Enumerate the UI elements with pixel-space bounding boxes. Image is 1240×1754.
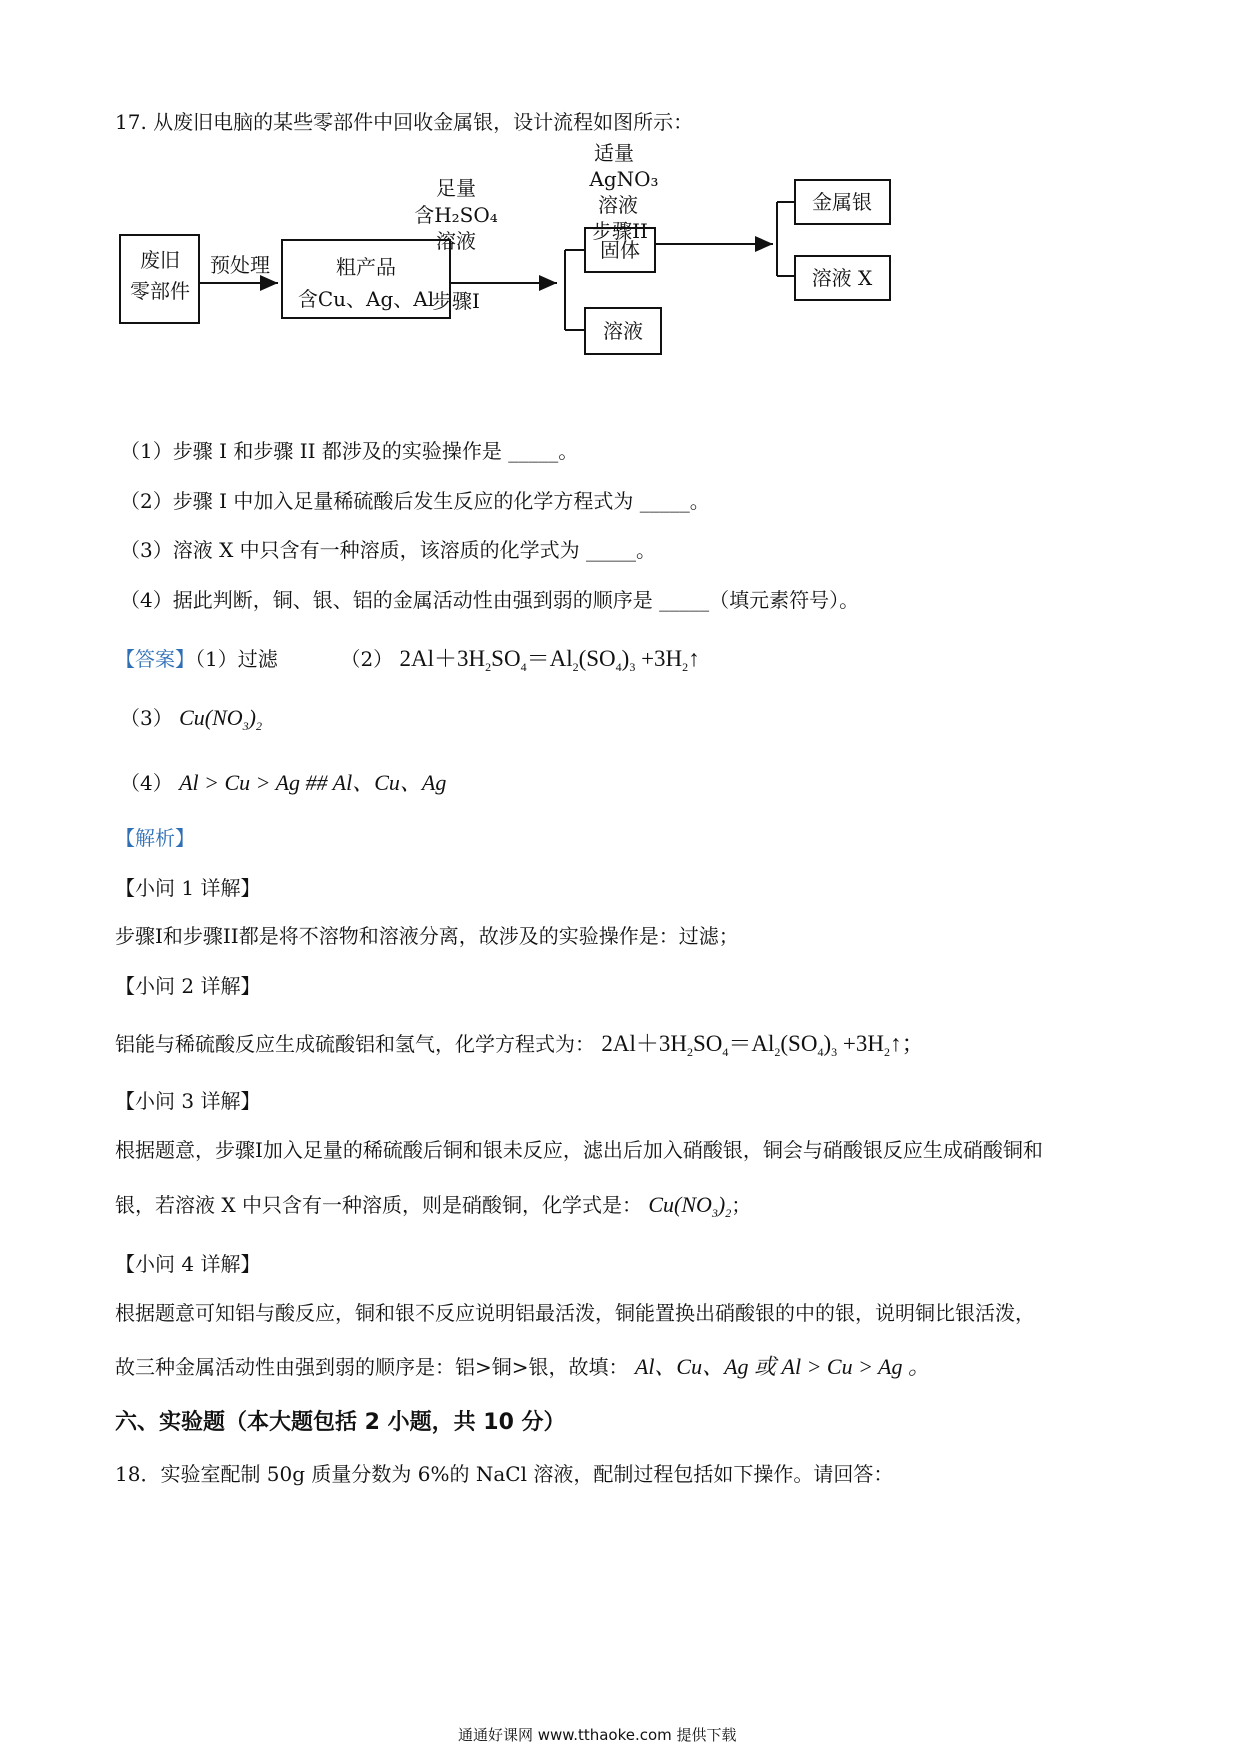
label-step1-b: 含H₂SO₄ <box>414 203 498 227</box>
analysis-tag: 【解析】 <box>115 826 195 850</box>
detail-2-equation: $2Al+3H_2SO_4=Al_2(SO_4)_3$ $+3H_2↑$； <box>601 1031 925 1059</box>
answer-2-label: （2） <box>340 647 394 671</box>
detail-3-line: 银，若溶液 X 中只含有一种溶质，则是硝酸铜，化学式是： $Cu(NO_3)_2$； <box>115 1192 752 1220</box>
label-solution: 溶液 <box>603 319 643 343</box>
answer-4-label: （4） <box>120 771 173 795</box>
detail-4-line <box>115 1350 930 1381</box>
answer-3-formula: $Cu(NO_3)_2$ <box>179 705 262 733</box>
label-waste-2: 零部件 <box>130 279 190 303</box>
flow-diagram <box>100 140 920 370</box>
answer-4-text: Al > Cu > Ag ## Al、Cu、Ag <box>179 770 447 795</box>
detail-1-tag: 【小问 1 详解】 <box>115 876 261 900</box>
detail-4-a: 根据题意可知铝与酸反应，铜和银不反应说明铝最活泼，铜能置换出硝酸银的中的银，说明铜比银活泼， <box>115 1301 1035 1325</box>
detail-1: 步骤I和步骤II都是将不溶物和溶液分离，故涉及的实验操作是：过滤； <box>115 924 739 948</box>
q17-sub-2: （2）步骤 I 中加入足量稀硫酸后发生反应的化学方程式为 _____。 <box>120 489 710 513</box>
detail-3-b: 银，若溶液 X 中只含有一种溶质，则是硝酸铜，化学式是： <box>115 1193 642 1217</box>
label-solution-x: 溶液 X <box>811 266 873 290</box>
detail-4-b: 故三种金属活动性由强到弱的顺序是：铝>铜>银，故填： <box>115 1355 629 1379</box>
detail-2-line <box>115 1025 924 1060</box>
page-footer: 通通好课网 www.tthaoke.com 提供下载 <box>458 1726 737 1744</box>
label-step1-c: 溶液 <box>436 229 476 253</box>
detail-3-a: 根据题意，步骤I加入足量的稀硫酸后铜和银未反应，滤出后加入硝酸银，铜会与硝酸银反应生成硝酸铜和 <box>115 1138 1043 1162</box>
q17-sub-1: （1）步骤 I 和步骤 II 都涉及的实验操作是 _____。 <box>120 439 579 463</box>
label-crude-2: 含Cu、Ag、Al <box>297 287 435 311</box>
label-step1-d: 步骤I <box>432 289 480 313</box>
label-silver: 金属银 <box>812 190 872 214</box>
label-pretreat: 预处理 <box>210 253 270 277</box>
label-step2-b: AgNO₃ <box>589 167 659 191</box>
answer-3-label: （3） <box>120 706 173 730</box>
label-step1-a: 足量 <box>436 176 476 200</box>
label-step2-c: 溶液 <box>598 193 638 217</box>
q17-sub-3: （3）溶液 X 中只含有一种溶质，该溶质的化学式为 _____。 <box>120 538 657 562</box>
section-6-heading: 六、实验题（本大题包括 2 小题，共 10 分） <box>115 1410 566 1435</box>
label-solid: 固体 <box>600 238 640 262</box>
detail-4-tag: 【小问 4 详解】 <box>115 1252 261 1276</box>
label-waste-1: 废旧 <box>140 248 180 272</box>
answer-2-equation: $2Al+3H_2SO_4=Al_2(SO_4)_3$ $+3H_2↑$ <box>399 646 700 674</box>
detail-4-c: Al、Cu、Ag 或 Al > Cu > Ag 。 <box>634 1354 930 1379</box>
detail-3-tag: 【小问 3 详解】 <box>115 1089 261 1113</box>
label-step2-a: 适量 <box>594 141 634 165</box>
answer-1: （1）过滤 <box>195 647 278 671</box>
detail-2: 铝能与稀硫酸反应生成硫酸铝和氢气，化学方程式为： <box>115 1032 595 1056</box>
detail-2-tag: 【小问 2 详解】 <box>115 974 261 998</box>
label-step2-d: 步骤II <box>592 219 648 243</box>
detail-3-formula: $Cu(NO_3)_2$ <box>648 1192 732 1220</box>
label-crude-1: 粗产品 <box>336 255 396 279</box>
q18-stem: 18．实验室配制 50g 质量分数为 6%的 NaCl 溶液，配制过程包括如下操作。请回答： <box>115 1462 894 1486</box>
answer-line-4 <box>120 766 446 797</box>
answer-tag: 【答案】 <box>115 647 195 671</box>
answer-line-3 <box>120 702 262 734</box>
q17-stem: 17. 从废旧电脑的某些零部件中回收金属银，设计流程如图所示： <box>115 110 694 134</box>
answer-line-1 <box>115 640 700 675</box>
q17-sub-4: （4）据此判断，铜、银、铝的金属活动性由强到弱的顺序是 _____（填元素符号）。 <box>120 588 860 612</box>
